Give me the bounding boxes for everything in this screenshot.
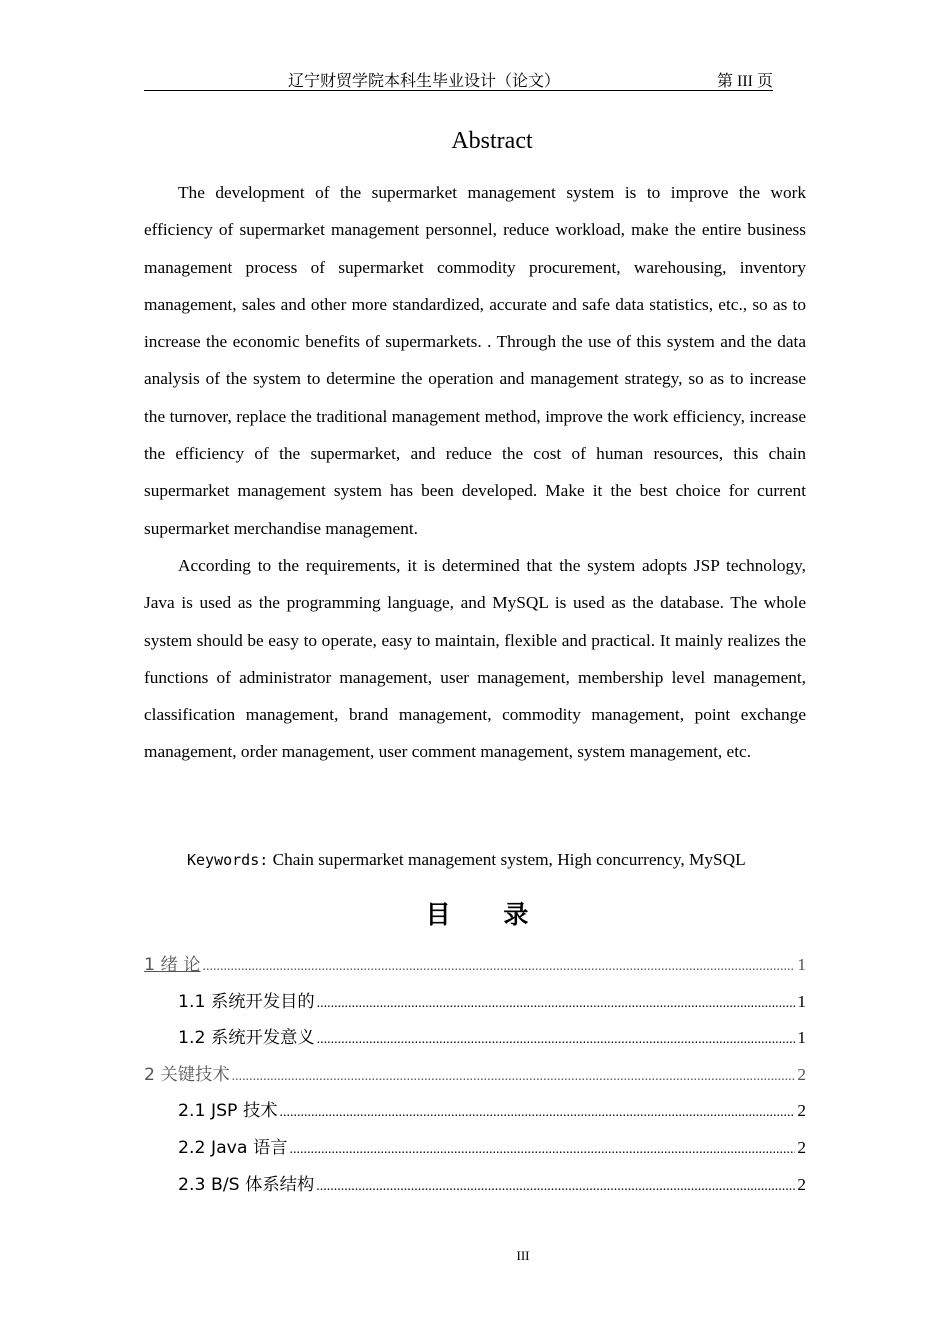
toc-entry[interactable]: [144, 1096, 806, 1133]
toc-entry-page: 2: [797, 1064, 806, 1084]
keywords-text: Chain supermarket management system, High concurrency, MySQL: [272, 850, 746, 869]
toc-entry[interactable]: [144, 987, 806, 1024]
toc-entry-label: 2.2 Java 语言: [178, 1137, 288, 1158]
toc-entry-label: 2 关键技术: [144, 1064, 230, 1085]
header-page-number: 第 III 页: [717, 73, 773, 90]
keywords-label: Keywords:: [187, 851, 269, 869]
toc-leader-dots: [316, 1179, 795, 1195]
toc-leader-dots: [232, 1069, 796, 1085]
page-header: [144, 68, 773, 91]
toc-entry-page: 2: [797, 1137, 806, 1157]
toc-entry-label: 1.1 系统开发目的: [178, 991, 315, 1012]
keywords-line: [187, 850, 746, 870]
toc-entry-label: 1 绪 论: [144, 955, 201, 975]
toc-entry[interactable]: [144, 1023, 806, 1060]
toc-title: 目 录: [425, 900, 551, 929]
toc-entry-page: 2: [797, 1174, 806, 1194]
toc-leader-dots: [280, 1105, 796, 1121]
toc-leader-dots: [317, 1032, 796, 1048]
toc-entry-label: 1.2 系统开发意义: [178, 1028, 315, 1049]
toc-entry-label: 2.1 JSP 技术: [178, 1101, 278, 1122]
toc-entry[interactable]: [144, 1170, 806, 1207]
toc-entry[interactable]: [144, 950, 806, 987]
toc-leader-dots: [290, 1142, 796, 1158]
table-of-contents: [144, 950, 806, 1206]
abstract-paragraph: According to the requirements, it is determined that the system adopts JSP technology, Java is used as the programming language, and MySQL is used as the database. The whole system should be easy to operate, easy to maintain, flexible and practical. It mainly realizes the functions of administrator management, user management, membership level management, classification management, brand management, commodity management, point exchange management, order management, user comment management, system management, etc.: [144, 555, 806, 762]
toc-leader-dots: [317, 996, 796, 1012]
toc-leader-dots: [203, 959, 796, 975]
toc-entry[interactable]: [144, 1060, 806, 1097]
toc-entry-page: 1: [797, 991, 806, 1011]
toc-entry-page: 1: [797, 1028, 806, 1048]
abstract-paragraph: The development of the supermarket management system is to improve the work efficiency of supermarket management personnel, reduce workload, make the entire business management process of supermarket commodity procurement, warehousing, inventory management, sales and other more standardized, accurate and safe data statistics, etc., so as to increase the economic benefits of supermarkets. . Through the use of this system and the data analysis of the system to determine the operation and management strategy, so as to increase the turnover, replace the traditional management method, improve the work efficiency, increase the efficiency of the supermarket, and reduce the cost of human resources, this chain supermarket management system has been developed. Make it the best choice for current supermarket merchandise management.: [144, 183, 806, 538]
toc-entry-page: 1: [797, 955, 806, 974]
toc-entry-label: 2.3 B/S 体系结构: [178, 1174, 315, 1195]
toc-entry[interactable]: [144, 1133, 806, 1170]
header-title: 辽宁财贸学院本科生毕业设计（论文）: [288, 73, 561, 90]
abstract-title: Abstract: [451, 128, 533, 154]
abstract-body: [144, 174, 806, 771]
toc-entry-page: 2: [797, 1101, 806, 1121]
page-footer-number: III: [516, 1248, 530, 1263]
